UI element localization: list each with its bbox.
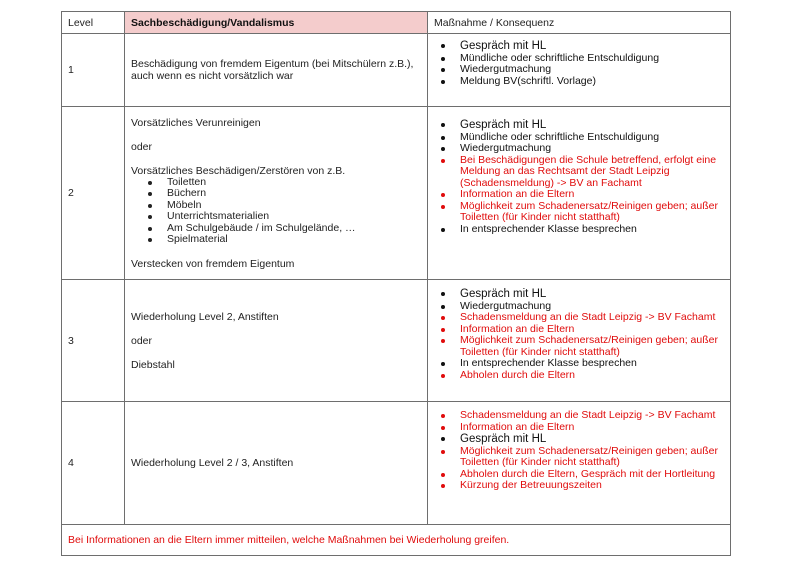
list-item: Meldung BV(schriftl. Vorlage) — [460, 76, 724, 88]
list-item: Wiedergutmachung — [460, 143, 724, 155]
measures-cell — [428, 280, 731, 402]
list-item: Gespräch mit HL — [460, 288, 724, 301]
measures-list — [434, 288, 724, 381]
list-item: Information an die Eltern — [460, 422, 724, 434]
table-row-level-3 — [62, 280, 731, 402]
measures-cell — [428, 107, 731, 280]
list-item: Gespräch mit HL — [460, 40, 724, 53]
list-item: Möglichkeit zum Schadenersatz/Reinigen geben; außer Toiletten (für Kinder nicht statthaft) — [460, 446, 724, 469]
list-item: Mündliche oder schriftliche Entschuldigung — [460, 132, 724, 144]
list-item: Büchern — [167, 188, 421, 200]
list-item: Gespräch mit HL — [460, 433, 724, 446]
list-item: Gespräch mit HL — [460, 119, 724, 132]
list-item: Information an die Eltern — [460, 189, 724, 201]
list-item: Wiedergutmachung — [460, 64, 724, 76]
header-category: Sachbeschädigung/Vandalismus — [125, 12, 428, 34]
list-item: Abholen durch die Eltern — [460, 370, 724, 382]
list-item: Möbeln — [167, 200, 421, 212]
level-cell: 4 — [62, 402, 125, 525]
description-cell — [125, 402, 428, 525]
list-item: Bei Beschädigungen die Schule betreffend, erfolgt eine Meldung an das Rechtsamt der Stadt Leipzig (Schadensmeldung) -> BV an Fachamt — [460, 155, 724, 190]
list-item: Abholen durch die Eltern, Gespräch mit der Hortleitung — [460, 469, 724, 481]
level-cell: 3 — [62, 280, 125, 402]
table-row-level-4 — [62, 402, 731, 525]
or-text: oder — [131, 140, 153, 153]
level-cell: 1 — [62, 34, 125, 107]
list-item: Schadensmeldung an die Stadt Leipzig -> BV Fachamt — [460, 410, 724, 422]
or-text: oder — [131, 334, 153, 347]
description-text: Wiederholung Level 2, Anstiften — [131, 310, 279, 323]
list-item: Information an die Eltern — [460, 324, 724, 336]
description-text: Diebstahl — [131, 358, 175, 371]
description-cell — [125, 34, 428, 107]
measures-list — [434, 410, 724, 492]
table-row-level-1 — [62, 34, 731, 107]
description-text: Verstecken von fremdem Eigentum — [131, 257, 295, 270]
description-cell — [125, 107, 428, 280]
list-item: Schadensmeldung an die Stadt Leipzig -> BV Fachamt — [460, 312, 724, 324]
description-text: Vorsätzliches Beschädigen/Zerstören von z.B. — [131, 164, 346, 177]
header-measure: Maßnahme / Konsequenz — [428, 12, 731, 34]
list-item: Kürzung der Betreuungszeiten — [460, 480, 724, 492]
footer-note: Bei Informationen an die Eltern immer mitteilen, welche Maßnahmen bei Wiederholung greifen. — [62, 525, 731, 556]
list-item: In entsprechender Klasse besprechen — [460, 358, 724, 370]
list-item: Unterrichtsmaterialien — [167, 211, 421, 223]
level-cell: 2 — [62, 107, 125, 280]
list-item: Toiletten — [167, 177, 421, 189]
list-item: Möglichkeit zum Schadenersatz/Reinigen geben; außer Toiletten (für Kinder nicht statthaft) — [460, 201, 724, 224]
measures-cell — [428, 402, 731, 525]
list-item: Mündliche oder schriftliche Entschuldigung — [460, 53, 724, 65]
measures-cell — [428, 34, 731, 107]
list-item: Möglichkeit zum Schadenersatz/Reinigen geben; außer Toiletten (für Kinder nicht statthaft) — [460, 335, 724, 358]
header-level: Level — [62, 12, 125, 34]
measures-list — [434, 119, 724, 235]
table-row-level-2 — [62, 107, 731, 280]
description-text: Vorsätzliches Verunreinigen — [131, 116, 261, 129]
measures-list — [434, 40, 724, 87]
list-item: Am Schulgebäude / im Schulgelände, … — [167, 223, 421, 235]
vandalism-consequence-table — [61, 11, 731, 556]
footer-row — [62, 525, 731, 556]
list-item: Wiedergutmachung — [460, 301, 724, 313]
description-cell — [125, 280, 428, 402]
header-row — [62, 12, 731, 34]
list-item: Spielmaterial — [167, 234, 421, 246]
damaged-items-list — [131, 177, 421, 246]
description-text: Beschädigung von fremdem Eigentum (bei Mitschülern z.B.), auch wenn es nicht vorsätzlich war — [131, 58, 414, 82]
description-text: Wiederholung Level 2 / 3, Anstiften — [131, 457, 294, 469]
list-item: In entsprechender Klasse besprechen — [460, 224, 724, 236]
